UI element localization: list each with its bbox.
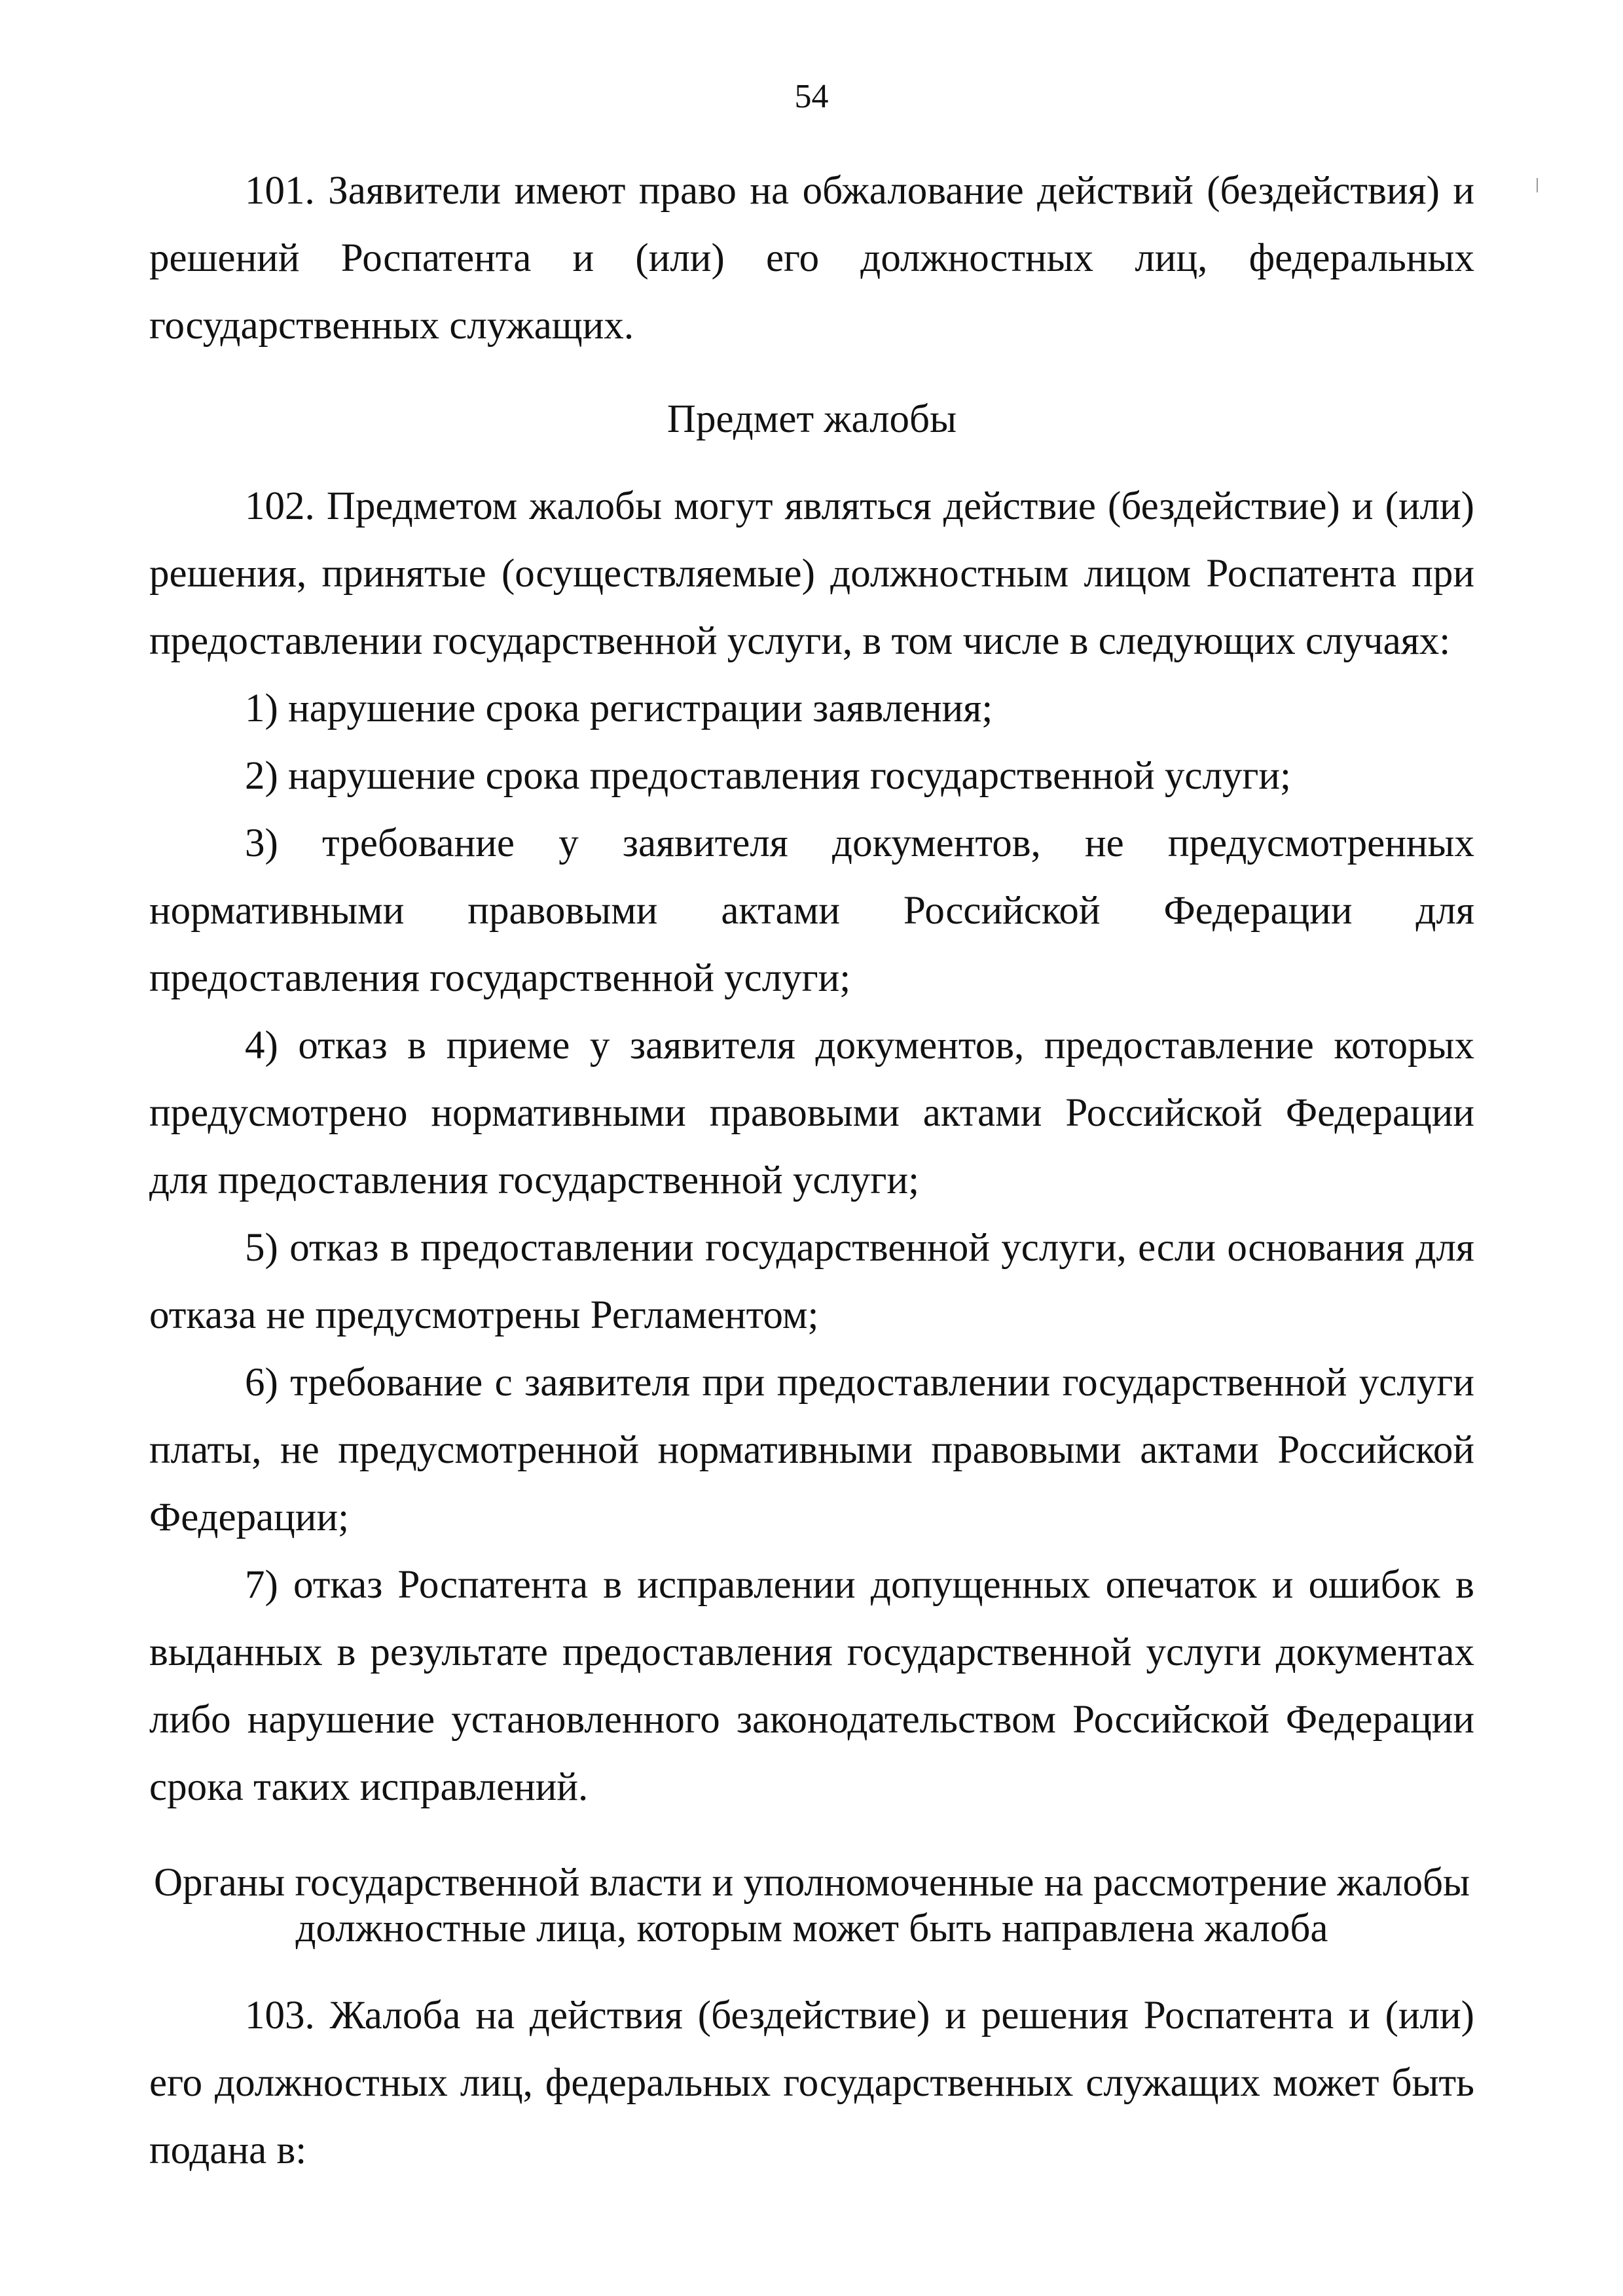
page-number: 54 xyxy=(794,78,829,115)
paragraph-102: 102. Предметом жалобы могут являться действие (бездействие) и (или) решения, принятые (осуществляемые) должностным лицом Роспатента при предоставлении государственной услуги, в том числе в следующих случаях: xyxy=(149,484,1474,663)
paragraph-103: 103. Жалоба на действия (бездействие) и решения Роспатента и (или) его должностных лиц, федеральных государственных служащих может быть подана в: xyxy=(149,1994,1474,2172)
margin-mark xyxy=(1537,178,1538,192)
section-heading-bodies-line-2: должностные лица, которым может быть направлена жалоба xyxy=(295,1907,1328,1950)
list-item-4: 4) отказ в приеме у заявителя документов, предоставление которых предусмотрено нормативными правовыми актами Российской Федерации для предоставления государственной услуги; xyxy=(149,1024,1474,1202)
list-item-3: 3) требование у заявителя документов, не предусмотренных нормативными правовыми актами Российской Федерации для предоставления государственной услуги; xyxy=(149,821,1474,1000)
document-body xyxy=(149,157,1474,2184)
list-item-7: 7) отказ Роспатента в исправлении допущенных опечаток и ошибок в выданных в результате предоставления государственной услуги документах либо нарушение установленного законодательством Российской Федерации срока таких исправлений. xyxy=(149,1563,1474,1809)
list-item-1: 1) нарушение срока регистрации заявления; xyxy=(245,687,993,730)
list-item-6: 6) требование с заявителя при предоставлении государственной услуги платы, не предусмотренной нормативными правовыми актами Российской Федерации; xyxy=(149,1361,1474,1539)
list-item-2: 2) нарушение срока предоставления государственной услуги; xyxy=(245,754,1292,798)
list-item-5: 5) отказ в предоставлении государственной услуги, если основания для отказа не предусмотрены Регламентом; xyxy=(149,1226,1474,1337)
section-heading-bodies-line-1: Органы государственной власти и уполномоченные на рассмотрение жалобы xyxy=(154,1861,1470,1905)
paragraph-101: 101. Заявители имеют право на обжалование действий (бездействия) и решений Роспатента и (или) его должностных лиц, федеральных государственных служащих. xyxy=(149,169,1474,348)
section-heading-bodies xyxy=(149,1860,1474,1952)
section-heading-subject: Предмет жалобы xyxy=(666,397,957,441)
